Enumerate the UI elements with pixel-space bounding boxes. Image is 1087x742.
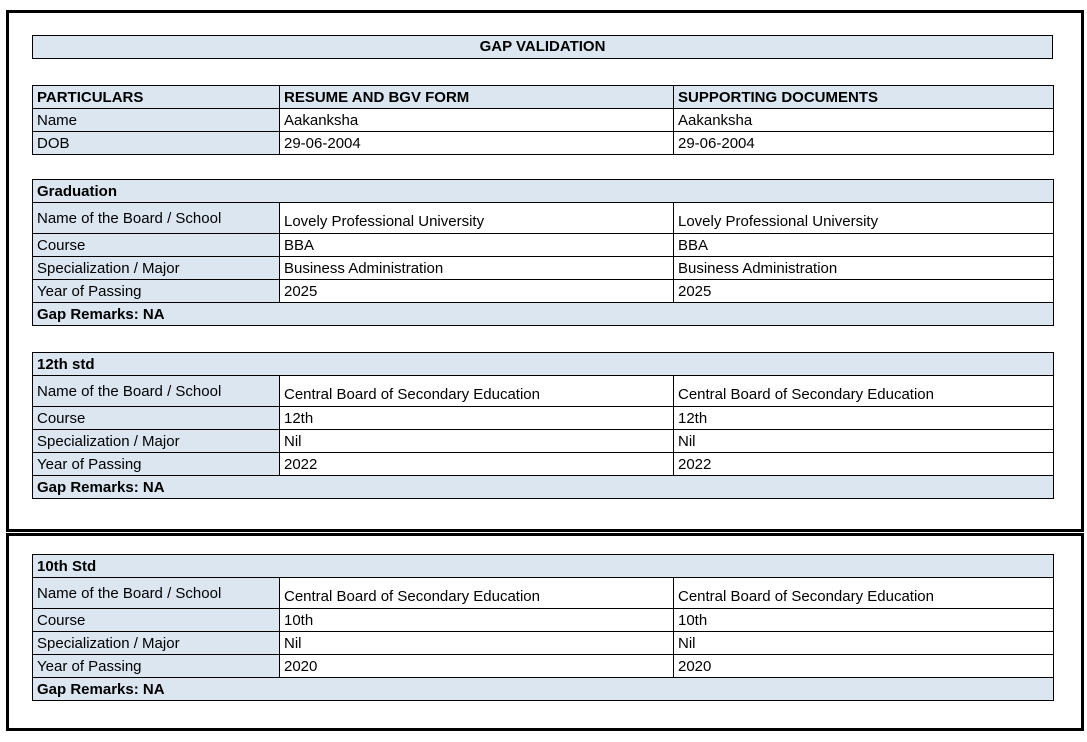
upper-frame [6,10,1084,532]
table-row-specialization [33,632,1054,655]
section-title: Graduation [33,180,1054,203]
table-row-specialization [33,257,1054,280]
gap-remarks: Gap Remarks: NA [33,476,1054,499]
lower-frame [6,533,1084,731]
table-row-year [33,655,1054,678]
resume-value: BBA [280,234,674,257]
resume-value: 29-06-2004 [280,132,674,155]
gap-remarks-row [33,476,1054,499]
supporting-value: Nil [674,632,1054,655]
section-title: 12th std [33,353,1054,376]
supporting-value: Aakanksha [674,109,1054,132]
row-label: Specialization / Major [33,257,280,280]
page-title: GAP VALIDATION [32,35,1053,59]
table-row-year [33,453,1054,476]
resume-value: 12th [280,407,674,430]
resume-value: 2020 [280,655,674,678]
section-10th-table [32,554,1054,701]
section-title: 10th Std [33,555,1054,578]
supporting-value: BBA [674,234,1054,257]
resume-value: Business Administration [280,257,674,280]
particulars-table [32,85,1054,155]
table-row-year [33,280,1054,303]
gap-remarks-row [33,303,1054,326]
row-label: Specialization / Major [33,430,280,453]
table-row-dob [33,132,1054,155]
row-label: Name of the Board / School [33,578,280,609]
gap-remarks: Gap Remarks: NA [33,303,1054,326]
table-row-name [33,109,1054,132]
column-header-particulars: PARTICULARS [33,86,280,109]
table-row-board [33,203,1054,234]
row-label: Course [33,407,280,430]
row-label: Name of the Board / School [33,203,280,234]
supporting-value: Central Board of Secondary Education [674,578,1054,609]
supporting-value: 10th [674,609,1054,632]
table-row-board [33,376,1054,407]
particulars-header-row [33,86,1054,109]
resume-value: Nil [280,632,674,655]
section-12th-table [32,352,1054,499]
row-label: Name [33,109,280,132]
resume-value: Central Board of Secondary Education [280,376,674,407]
resume-value: Aakanksha [280,109,674,132]
row-label: DOB [33,132,280,155]
row-label: Year of Passing [33,453,280,476]
resume-value: Lovely Professional University [280,203,674,234]
section-graduation-table [32,179,1054,326]
resume-value: 2022 [280,453,674,476]
row-label: Name of the Board / School [33,376,280,407]
gap-remarks: Gap Remarks: NA [33,678,1054,701]
column-header-resume: RESUME AND BGV FORM [280,86,674,109]
supporting-value: 2022 [674,453,1054,476]
section-header-row [33,555,1054,578]
table-row-course [33,609,1054,632]
row-label: Year of Passing [33,280,280,303]
section-header-row [33,353,1054,376]
table-row-specialization [33,430,1054,453]
section-header-row [33,180,1054,203]
supporting-value: 2025 [674,280,1054,303]
row-label: Specialization / Major [33,632,280,655]
row-label: Course [33,609,280,632]
supporting-value: 29-06-2004 [674,132,1054,155]
column-header-supporting: SUPPORTING DOCUMENTS [674,86,1054,109]
row-label: Year of Passing [33,655,280,678]
table-row-course [33,407,1054,430]
table-row-course [33,234,1054,257]
supporting-value: Central Board of Secondary Education [674,376,1054,407]
resume-value: Central Board of Secondary Education [280,578,674,609]
resume-value: 10th [280,609,674,632]
resume-value: Nil [280,430,674,453]
supporting-value: 2020 [674,655,1054,678]
row-label: Course [33,234,280,257]
supporting-value: Nil [674,430,1054,453]
supporting-value: 12th [674,407,1054,430]
resume-value: 2025 [280,280,674,303]
table-row-board [33,578,1054,609]
gap-remarks-row [33,678,1054,701]
supporting-value: Business Administration [674,257,1054,280]
supporting-value: Lovely Professional University [674,203,1054,234]
